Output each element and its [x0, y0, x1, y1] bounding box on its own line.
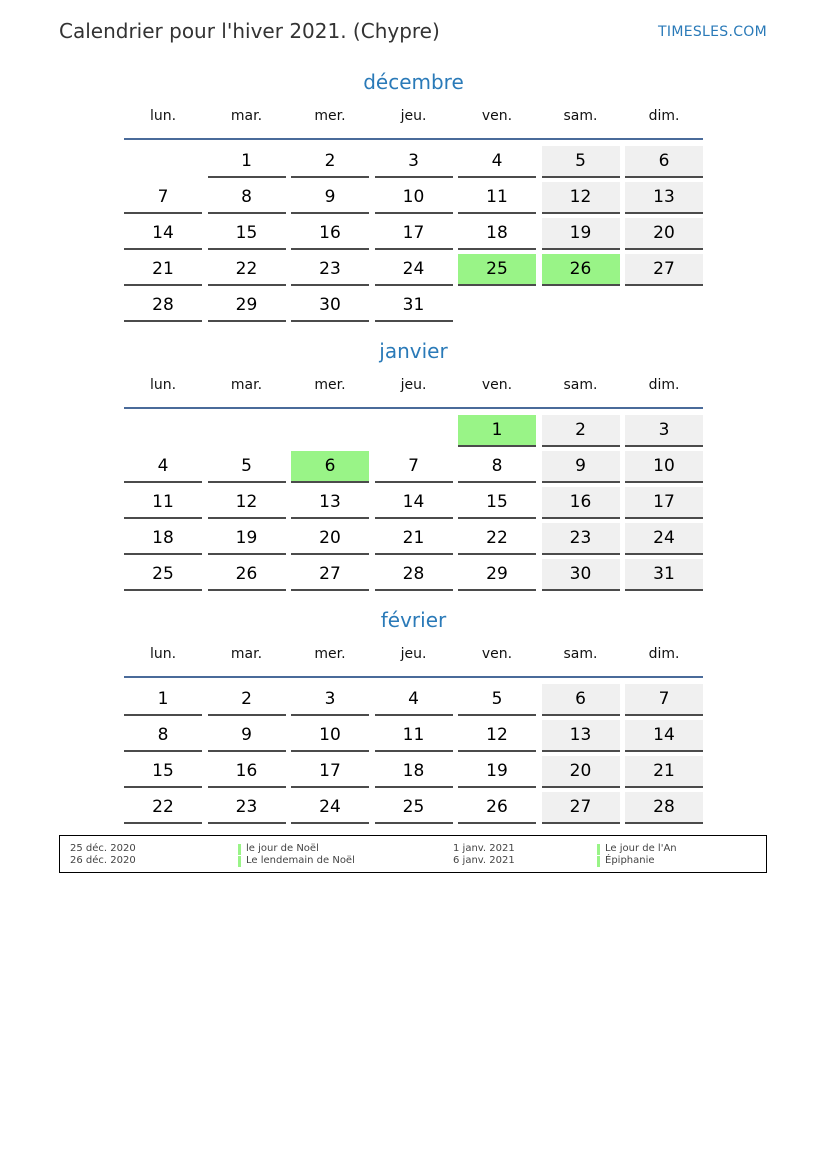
weekday-header-row [124, 373, 703, 409]
day-cell[interactable]: 28 [375, 559, 453, 591]
weekday-header-row [124, 642, 703, 678]
legend-color-marker [597, 844, 600, 855]
brand-link[interactable]: TIMESLES.COM [658, 24, 767, 40]
day-cell[interactable]: 2 [542, 415, 620, 447]
day-cell[interactable]: 23 [291, 254, 369, 286]
day-cell[interactable]: 31 [625, 559, 703, 591]
day-cell[interactable]: 25 [375, 792, 453, 824]
day-cell[interactable]: 9 [208, 720, 286, 752]
day-cell[interactable]: 28 [124, 290, 202, 322]
legend-date: 26 déc. 2020 [70, 855, 136, 866]
day-cell[interactable]: 24 [291, 792, 369, 824]
day-cell[interactable]: 23 [208, 792, 286, 824]
day-cell[interactable]: 4 [458, 146, 536, 178]
day-cell[interactable]: 20 [291, 523, 369, 555]
day-cell[interactable]: 8 [124, 720, 202, 752]
legend-color-marker [597, 856, 600, 867]
weekday-label: ven. [481, 108, 513, 124]
day-cell[interactable]: 18 [375, 756, 453, 788]
weekday-label: lun. [149, 646, 177, 662]
day-cell[interactable]: 17 [625, 487, 703, 519]
day-cell[interactable]: 5 [458, 684, 536, 716]
day-cell[interactable]: 8 [208, 182, 286, 214]
weekday-label: mar. [230, 108, 263, 124]
weekday-label: mer. [314, 377, 346, 393]
day-cell[interactable]: 16 [208, 756, 286, 788]
day-cell[interactable]: 21 [124, 254, 202, 286]
weekday-label: mar. [230, 377, 263, 393]
page-title: Calendrier pour l'hiver 2021. (Chypre) [59, 19, 440, 43]
weekday-label: ven. [481, 646, 513, 662]
day-cell[interactable]: 30 [542, 559, 620, 591]
day-cell[interactable]: 7 [124, 182, 202, 214]
holiday-legend [59, 835, 767, 873]
day-cell[interactable]: 24 [375, 254, 453, 286]
legend-date: 6 janv. 2021 [453, 855, 515, 866]
day-cell[interactable]: 11 [375, 720, 453, 752]
day-cell[interactable]: 5 [208, 451, 286, 483]
day-cell[interactable]: 1 [458, 415, 536, 447]
day-cell[interactable]: 3 [375, 146, 453, 178]
legend-holiday-name: Le jour de l'An [605, 843, 677, 854]
month-name: janvier [379, 339, 448, 363]
legend-holiday-name: Le lendemain de Noël [246, 855, 355, 866]
day-cell[interactable]: 20 [625, 218, 703, 250]
day-cell[interactable]: 21 [375, 523, 453, 555]
day-cell[interactable]: 30 [291, 290, 369, 322]
weekday-label: jeu. [400, 646, 427, 662]
day-cell[interactable]: 13 [542, 720, 620, 752]
weekday-label: mer. [314, 108, 346, 124]
day-cell[interactable]: 7 [375, 451, 453, 483]
day-cell[interactable]: 24 [625, 523, 703, 555]
day-cell[interactable]: 10 [625, 451, 703, 483]
weekday-header-row [124, 104, 703, 140]
weekday-label: sam. [563, 646, 598, 662]
day-cell[interactable]: 13 [625, 182, 703, 214]
day-cell[interactable]: 26 [458, 792, 536, 824]
day-cell[interactable]: 13 [291, 487, 369, 519]
day-cell[interactable]: 18 [124, 523, 202, 555]
day-cell[interactable]: 20 [542, 756, 620, 788]
day-cell[interactable]: 19 [208, 523, 286, 555]
month-name: décembre [363, 70, 464, 94]
day-cell[interactable]: 12 [208, 487, 286, 519]
legend-holiday-name: le jour de Noël [246, 843, 319, 854]
day-cell[interactable]: 15 [124, 756, 202, 788]
weekday-label: mer. [314, 646, 346, 662]
day-cell[interactable]: 2 [291, 146, 369, 178]
day-cell[interactable]: 17 [291, 756, 369, 788]
day-cell[interactable]: 27 [291, 559, 369, 591]
day-cell[interactable]: 25 [124, 559, 202, 591]
day-cell[interactable]: 2 [208, 684, 286, 716]
day-cell[interactable]: 3 [625, 415, 703, 447]
weekday-label: mar. [230, 646, 263, 662]
day-cell[interactable]: 21 [625, 756, 703, 788]
day-cell[interactable]: 17 [375, 218, 453, 250]
day-cell[interactable]: 6 [291, 451, 369, 483]
legend-holiday-name: Épiphanie [605, 855, 655, 866]
day-cell[interactable]: 4 [375, 684, 453, 716]
month-january [124, 337, 703, 584]
weekday-label: sam. [563, 377, 598, 393]
day-cell[interactable]: 4 [124, 451, 202, 483]
weekday-label: dim. [648, 108, 680, 124]
day-cell[interactable]: 14 [625, 720, 703, 752]
month-december [124, 68, 703, 315]
day-cell[interactable]: 14 [124, 218, 202, 250]
day-cell[interactable]: 14 [375, 487, 453, 519]
day-cell[interactable]: 10 [291, 720, 369, 752]
day-cell[interactable]: 15 [208, 218, 286, 250]
weekday-label: sam. [563, 108, 598, 124]
weekday-label: ven. [481, 377, 513, 393]
day-cell[interactable]: 1 [208, 146, 286, 178]
day-cell[interactable]: 19 [458, 756, 536, 788]
legend-color-marker [238, 844, 241, 855]
day-cell[interactable]: 19 [542, 218, 620, 250]
weekday-label: dim. [648, 377, 680, 393]
month-name: février [380, 608, 447, 632]
day-cell[interactable]: 22 [458, 523, 536, 555]
day-cell[interactable]: 11 [124, 487, 202, 519]
weekday-label: jeu. [400, 377, 427, 393]
day-cell[interactable]: 11 [458, 182, 536, 214]
month-february [124, 606, 703, 817]
day-cell[interactable]: 18 [458, 218, 536, 250]
day-cell[interactable]: 9 [542, 451, 620, 483]
legend-date: 25 déc. 2020 [70, 843, 136, 854]
day-cell[interactable]: 29 [208, 290, 286, 322]
day-cell[interactable]: 22 [124, 792, 202, 824]
day-cell[interactable]: 12 [542, 182, 620, 214]
day-cell[interactable]: 15 [458, 487, 536, 519]
day-cell[interactable]: 1 [124, 684, 202, 716]
day-cell[interactable]: 6 [542, 684, 620, 716]
day-cell[interactable]: 27 [625, 254, 703, 286]
day-cell[interactable]: 7 [625, 684, 703, 716]
day-cell[interactable]: 16 [291, 218, 369, 250]
day-cell[interactable]: 23 [542, 523, 620, 555]
weekday-label: lun. [149, 377, 177, 393]
day-cell[interactable]: 26 [208, 559, 286, 591]
weekday-label: jeu. [400, 108, 427, 124]
day-cell[interactable]: 10 [375, 182, 453, 214]
day-cell[interactable]: 31 [375, 290, 453, 322]
legend-color-marker [238, 856, 241, 867]
day-cell[interactable]: 27 [542, 792, 620, 824]
day-cell[interactable]: 6 [625, 146, 703, 178]
weekday-label: lun. [149, 108, 177, 124]
day-cell[interactable]: 28 [625, 792, 703, 824]
day-cell[interactable]: 12 [458, 720, 536, 752]
day-cell[interactable]: 9 [291, 182, 369, 214]
day-cell[interactable]: 29 [458, 559, 536, 591]
day-cell[interactable]: 5 [542, 146, 620, 178]
weekday-label: dim. [648, 646, 680, 662]
day-cell[interactable]: 3 [291, 684, 369, 716]
day-cell[interactable]: 26 [542, 254, 620, 286]
day-cell[interactable]: 8 [458, 451, 536, 483]
day-cell[interactable]: 16 [542, 487, 620, 519]
day-cell[interactable]: 22 [208, 254, 286, 286]
legend-date: 1 janv. 2021 [453, 843, 515, 854]
day-cell[interactable]: 25 [458, 254, 536, 286]
